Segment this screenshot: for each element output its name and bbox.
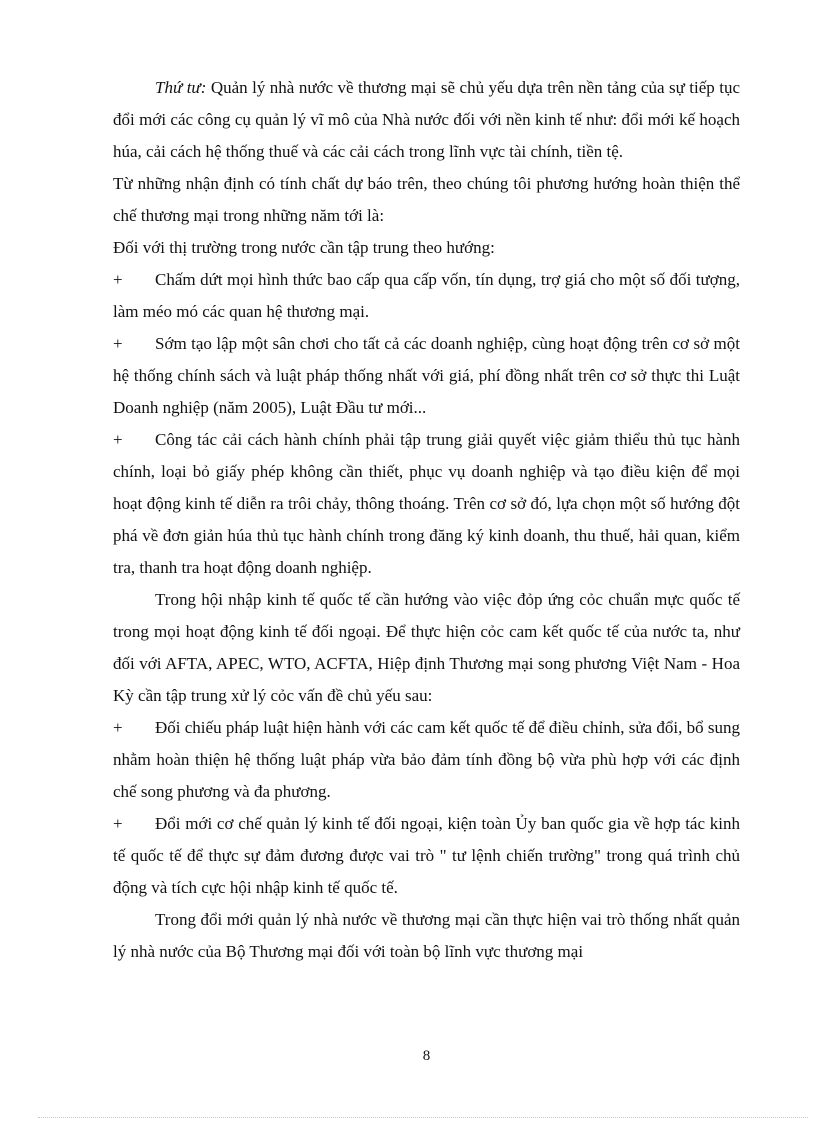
page-number-footer: 8 <box>422 1048 431 1064</box>
paragraph <box>113 264 740 328</box>
paragraph-lead-italic: Thứ tư: <box>155 78 207 97</box>
paragraph-text: Đối chiếu pháp luật hiện hành với các cam kết quốc tế để điều chỉnh, sửa đổi, bổ sung nhằm hoàn thiện hệ thống luật pháp vừa bảo đảm tính đồng bộ vừa phù hợp với các định chế song phương và đa phương. <box>113 718 740 801</box>
paragraph-text: Công tác cải cách hành chính phải tập trung giải quyết việc giảm thiểu thủ tục hành chính, loại bỏ giấy phép không cần thiết, phục vụ doanh nghiệp và tạo điều kiện để mọi hoạt động kinh tế diễn ra trôi chảy, thông thoáng. Trên cơ sở đó, lựa chọn một số hướng đột phá về đơn giản húa thủ tục hành chính trong đăng ký kinh doanh, thu thuế, hải quan, kiểm tra, thanh tra hoạt động doanh nghiệp. <box>113 430 740 577</box>
document-body <box>113 72 740 968</box>
paragraph <box>113 72 740 168</box>
paragraph-text: Đối với thị trường trong nước cần tập trung theo hướng: <box>113 238 495 257</box>
paragraph <box>113 904 740 968</box>
paragraph <box>113 808 740 904</box>
paragraph <box>113 424 740 584</box>
bullet-marker: + <box>113 814 123 833</box>
paragraph-text: Trong hội nhập kinh tế quốc tế cần hướng vào việc đỏp ứng cỏc chuẩn mực quốc tế trong mọi hoạt động kinh tế đối ngoại. Để thực hiện cỏc cam kết quốc tế của nước ta, như đối với AFTA, APEC, WTO, ACFTA, Hiệp định Thương mại song phương Việt Nam - Hoa Kỳ cần tập trung xử lý cỏc vấn đề chủ yếu sau: <box>113 590 740 705</box>
paragraph <box>113 232 740 264</box>
page-bottom-dotted-line <box>38 1117 808 1118</box>
paragraph <box>113 584 740 712</box>
bullet-marker: + <box>113 334 123 353</box>
bullet-marker: + <box>113 270 123 289</box>
paragraph <box>113 328 740 424</box>
paragraph-text: Sớm tạo lập một sân chơi cho tất cả các doanh nghiệp, cùng hoạt động trên cơ sở một hệ thống chính sách và luật pháp thống nhất với giá, phí đồng nhất trên cơ sở thực thi Luật Doanh nghiệp (năm 2005), Luật Đầu tư mới... <box>113 334 740 417</box>
paragraph-text: Trong đổi mới quản lý nhà nước về thương mại cần thực hiện vai trò thống nhất quản lý nhà nước của Bộ Thương mại đối với toàn bộ lĩnh vực thương mại <box>113 910 740 961</box>
paragraph-text: Từ những nhận định có tính chất dự báo trên, theo chúng tôi phương hướng hoàn thiện thể chế thương mại trong những năm tới là: <box>113 174 740 225</box>
paragraph-text: Quản lý nhà nước về thương mại sẽ chủ yếu dựa trên nền tảng của sự tiếp tục đổi mới các công cụ quản lý vĩ mô của Nhà nước đối với nền kinh tế như: đổi mới kế hoạch húa, cải cách hệ thống thuế và các cải cách trong lĩnh vực tài chính, tiền tệ. <box>113 78 740 161</box>
bullet-marker: + <box>113 430 123 449</box>
paragraph <box>113 168 740 232</box>
paragraph-text: Chấm dứt mọi hình thức bao cấp qua cấp vốn, tín dụng, trợ giá cho một số đối tượng, làm méo mó các quan hệ thương mại. <box>113 270 740 321</box>
paragraph <box>113 712 740 808</box>
paragraph-text: Đổi mới cơ chế quản lý kinh tế đối ngoại, kiện toàn Ủy ban quốc gia về hợp tác kinh tế quốc tế để thực sự đảm đương được vai trò " tư lệnh chiến trường" trong quá trình chủ động và tích cực hội nhập kinh tế quốc tế. <box>113 814 740 897</box>
bullet-marker: + <box>113 718 123 737</box>
